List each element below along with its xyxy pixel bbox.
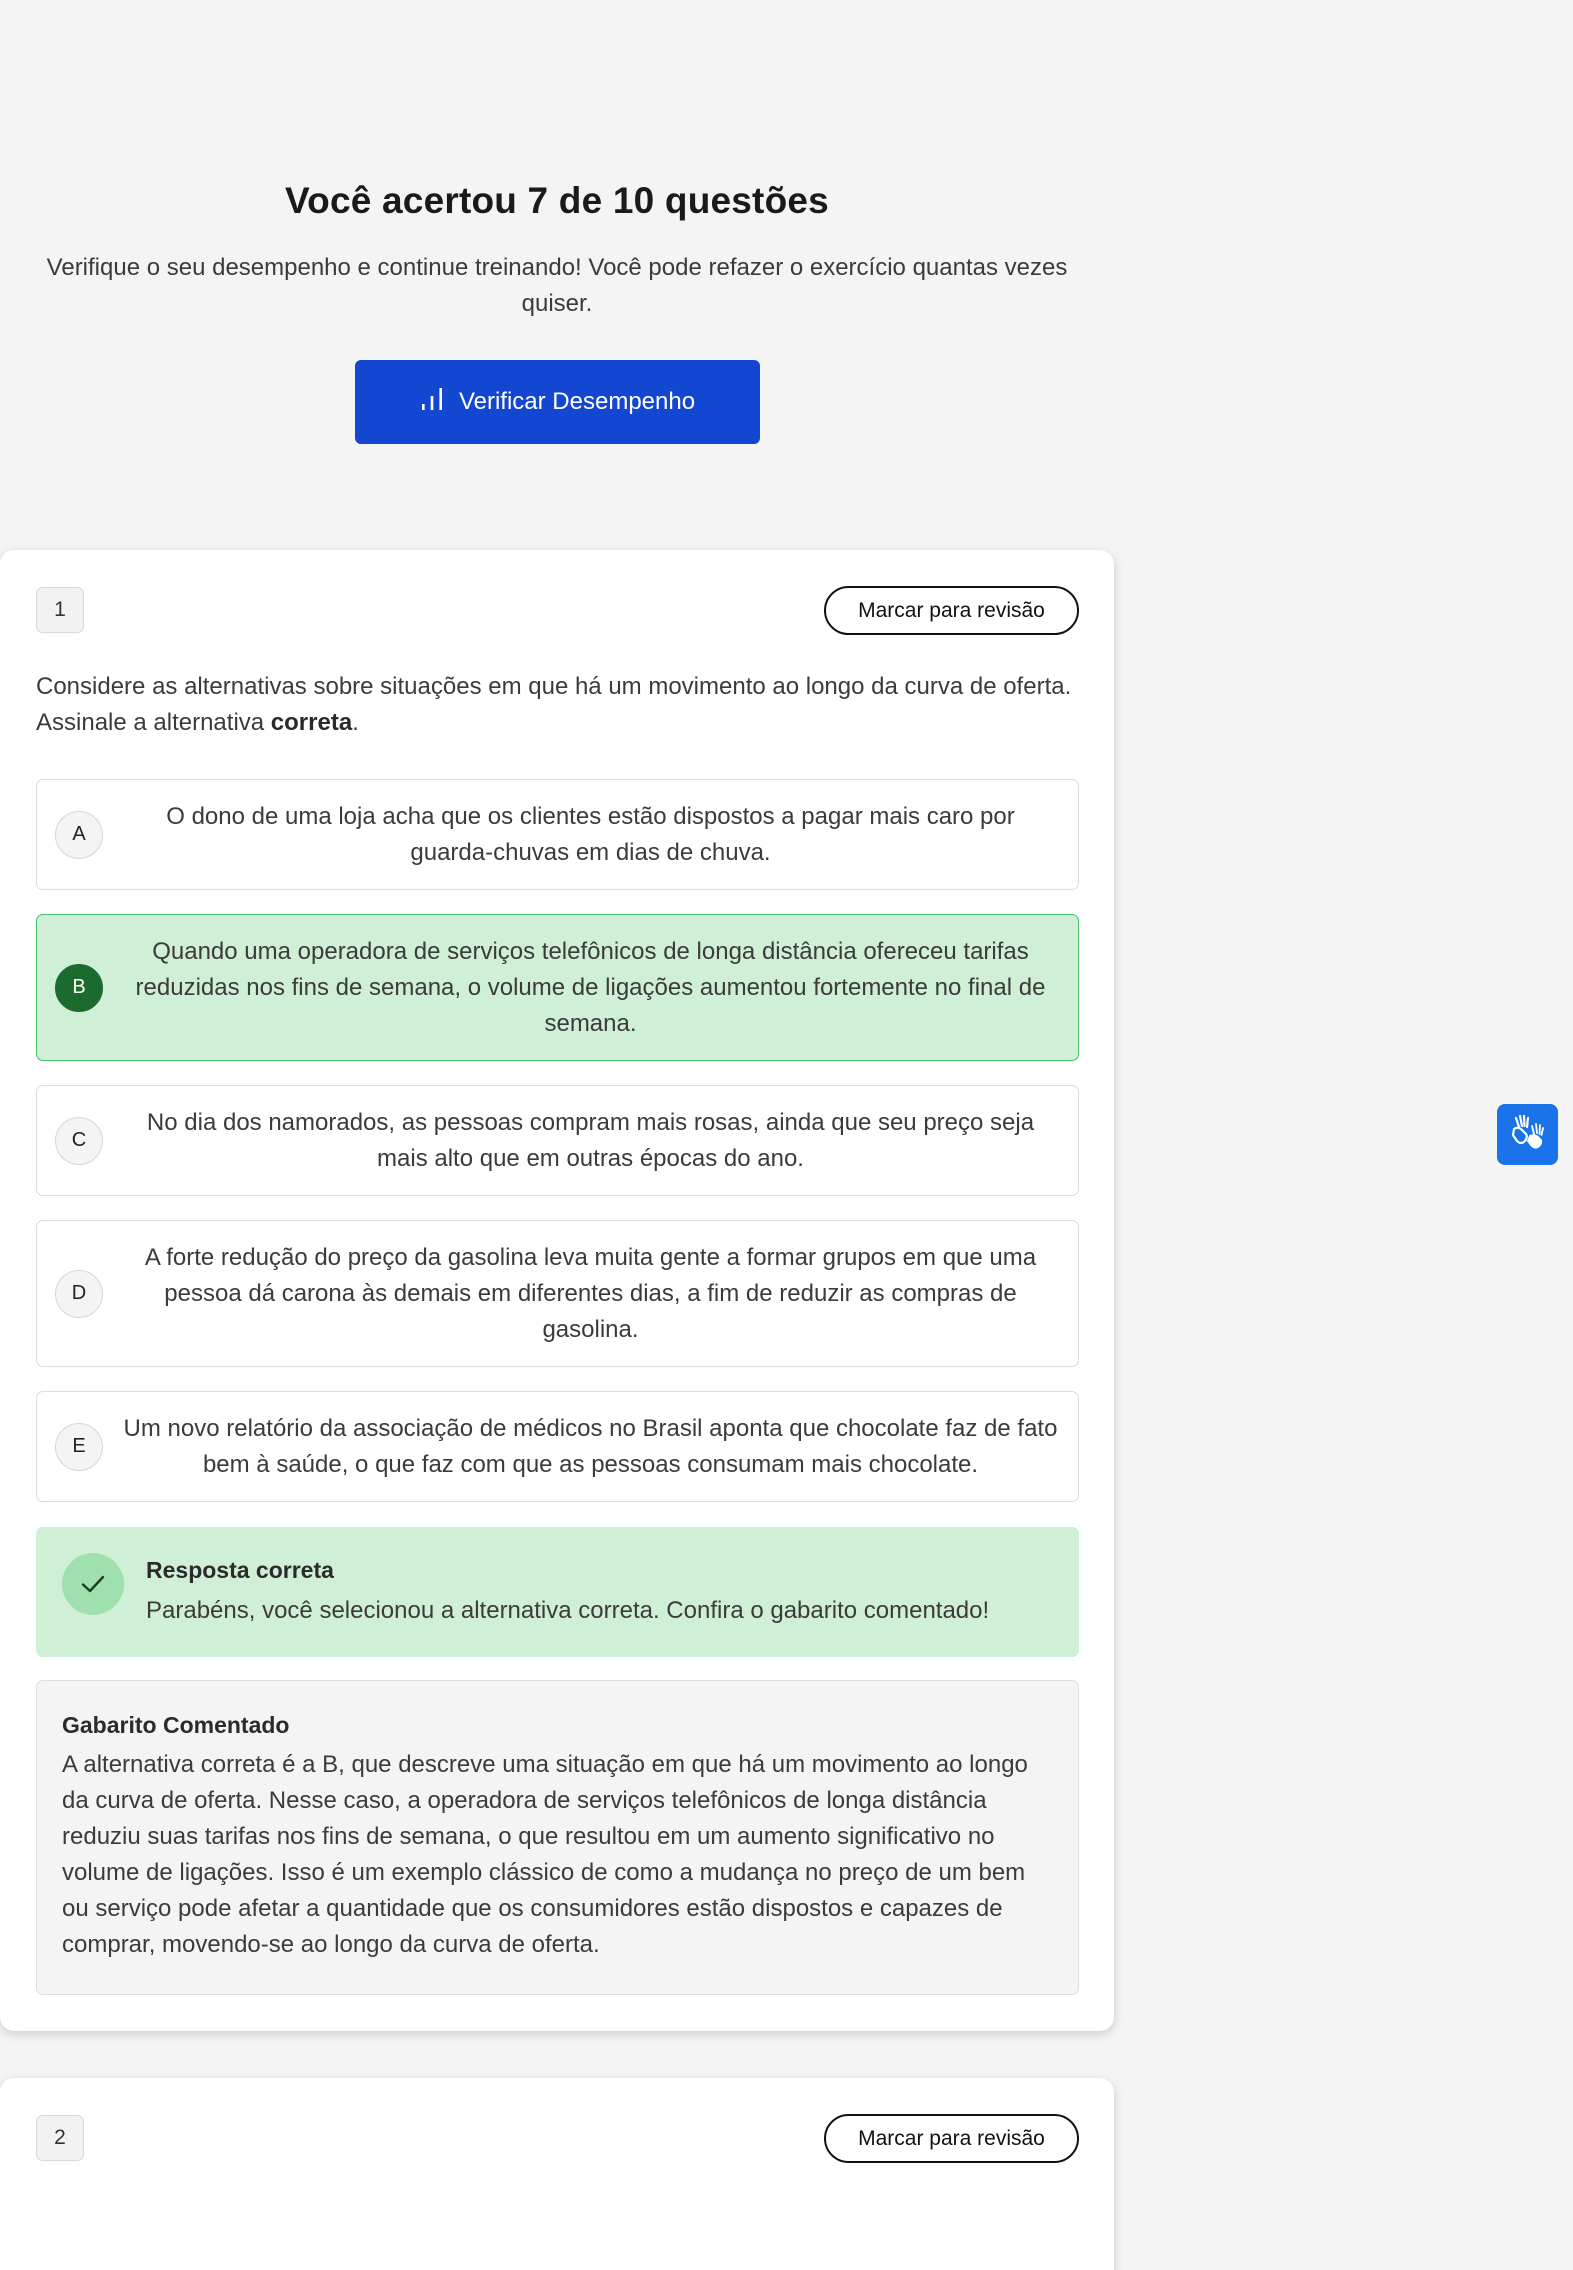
- correct-answer-feedback: [36, 1527, 1079, 1657]
- alternative-c[interactable]: [36, 1085, 1079, 1196]
- alternative-a[interactable]: [36, 779, 1079, 890]
- alternative-letter: D: [55, 1270, 103, 1318]
- alternative-text: A forte redução do preço da gasolina leva muita gente a formar grupos em que uma pessoa dá carona às demais em diferentes dias, a fim de reduzir as compras de gasolina.: [144, 1243, 1037, 1343]
- answer-commentary: [36, 1680, 1079, 1995]
- result-subtitle: Verifique o seu desempenho e continue treinando! Você pode refazer o exercício quantas vezes quiser.: [46, 254, 1068, 317]
- question-card-1: [0, 550, 1114, 2031]
- alternative-letter: C: [55, 1117, 103, 1165]
- statement-emphasis: correta: [270, 709, 353, 736]
- question-card-2: [0, 2078, 1114, 2270]
- alternative-e[interactable]: [36, 1391, 1079, 1502]
- sign-language-hands-icon: [1508, 1112, 1548, 1157]
- feedback-message: Parabéns, você selecionou a alternativa correta. Confira o gabarito comentado!: [146, 1597, 990, 1624]
- result-title: Você acertou 7 de 10 questões: [285, 180, 829, 221]
- sign-language-widget-button[interactable]: [1497, 1104, 1558, 1165]
- alternative-d[interactable]: [36, 1220, 1079, 1367]
- bar-chart-icon: [419, 386, 445, 419]
- alternative-letter: E: [55, 1423, 103, 1471]
- check-performance-button[interactable]: [355, 360, 760, 444]
- mark-for-review-button[interactable]: Marcar para revisão: [824, 586, 1079, 635]
- alternative-letter: B: [55, 964, 103, 1012]
- question-number: 1: [36, 587, 84, 633]
- commentary-title: Gabarito Comentado: [62, 1712, 290, 1738]
- alternative-text: O dono de uma loja acha que os clientes estão dispostos a pagar mais caro por guarda-chuvas em dias de chuva.: [166, 802, 1015, 866]
- commentary-text: A alternativa correta é a B, que descreve uma situação em que há um movimento ao longo da curva de oferta. Nesse caso, a operadora de serviços telefônicos de longa distância reduziu suas tarifas nos fins de semana, o que resultou em um aumento significativo no volume de ligações. Isso é um exemplo clássico de como a mudança no preço de um bem ou serviço pode afetar a quantidade que os consumidores estão dispostos e capazes de comprar, movendo-se ao longo da curva de oferta.: [62, 1751, 1028, 1958]
- alternative-text: Um novo relatório da associação de médicos no Brasil aponta que chocolate faz de fato bem à saúde, o que faz com que as pessoas consumam mais chocolate.: [123, 1414, 1058, 1478]
- alternative-b[interactable]: [36, 914, 1079, 1061]
- result-summary: [0, 180, 1114, 444]
- feedback-title: Resposta correta: [146, 1557, 334, 1583]
- alternative-text: Quando uma operadora de serviços telefônicos de longa distância ofereceu tarifas reduzidas nos fins de semana, o volume de ligações aumentou fortemente no final de semana.: [135, 937, 1046, 1037]
- check-icon: [62, 1553, 124, 1615]
- question-number: 2: [36, 2115, 84, 2161]
- alternative-text: No dia dos namorados, as pessoas compram mais rosas, ainda que seu preço seja mais alto que em outras épocas do ano.: [146, 1108, 1035, 1172]
- question-statement: Considere as alternativas sobre situações em que há um movimento ao longo da curva de oferta. Assinale a alternativa correta.: [36, 673, 1072, 736]
- alternative-letter: A: [55, 811, 103, 859]
- mark-for-review-button[interactable]: Marcar para revisão: [824, 2114, 1079, 2163]
- check-performance-label: Verificar Desempenho: [458, 388, 696, 415]
